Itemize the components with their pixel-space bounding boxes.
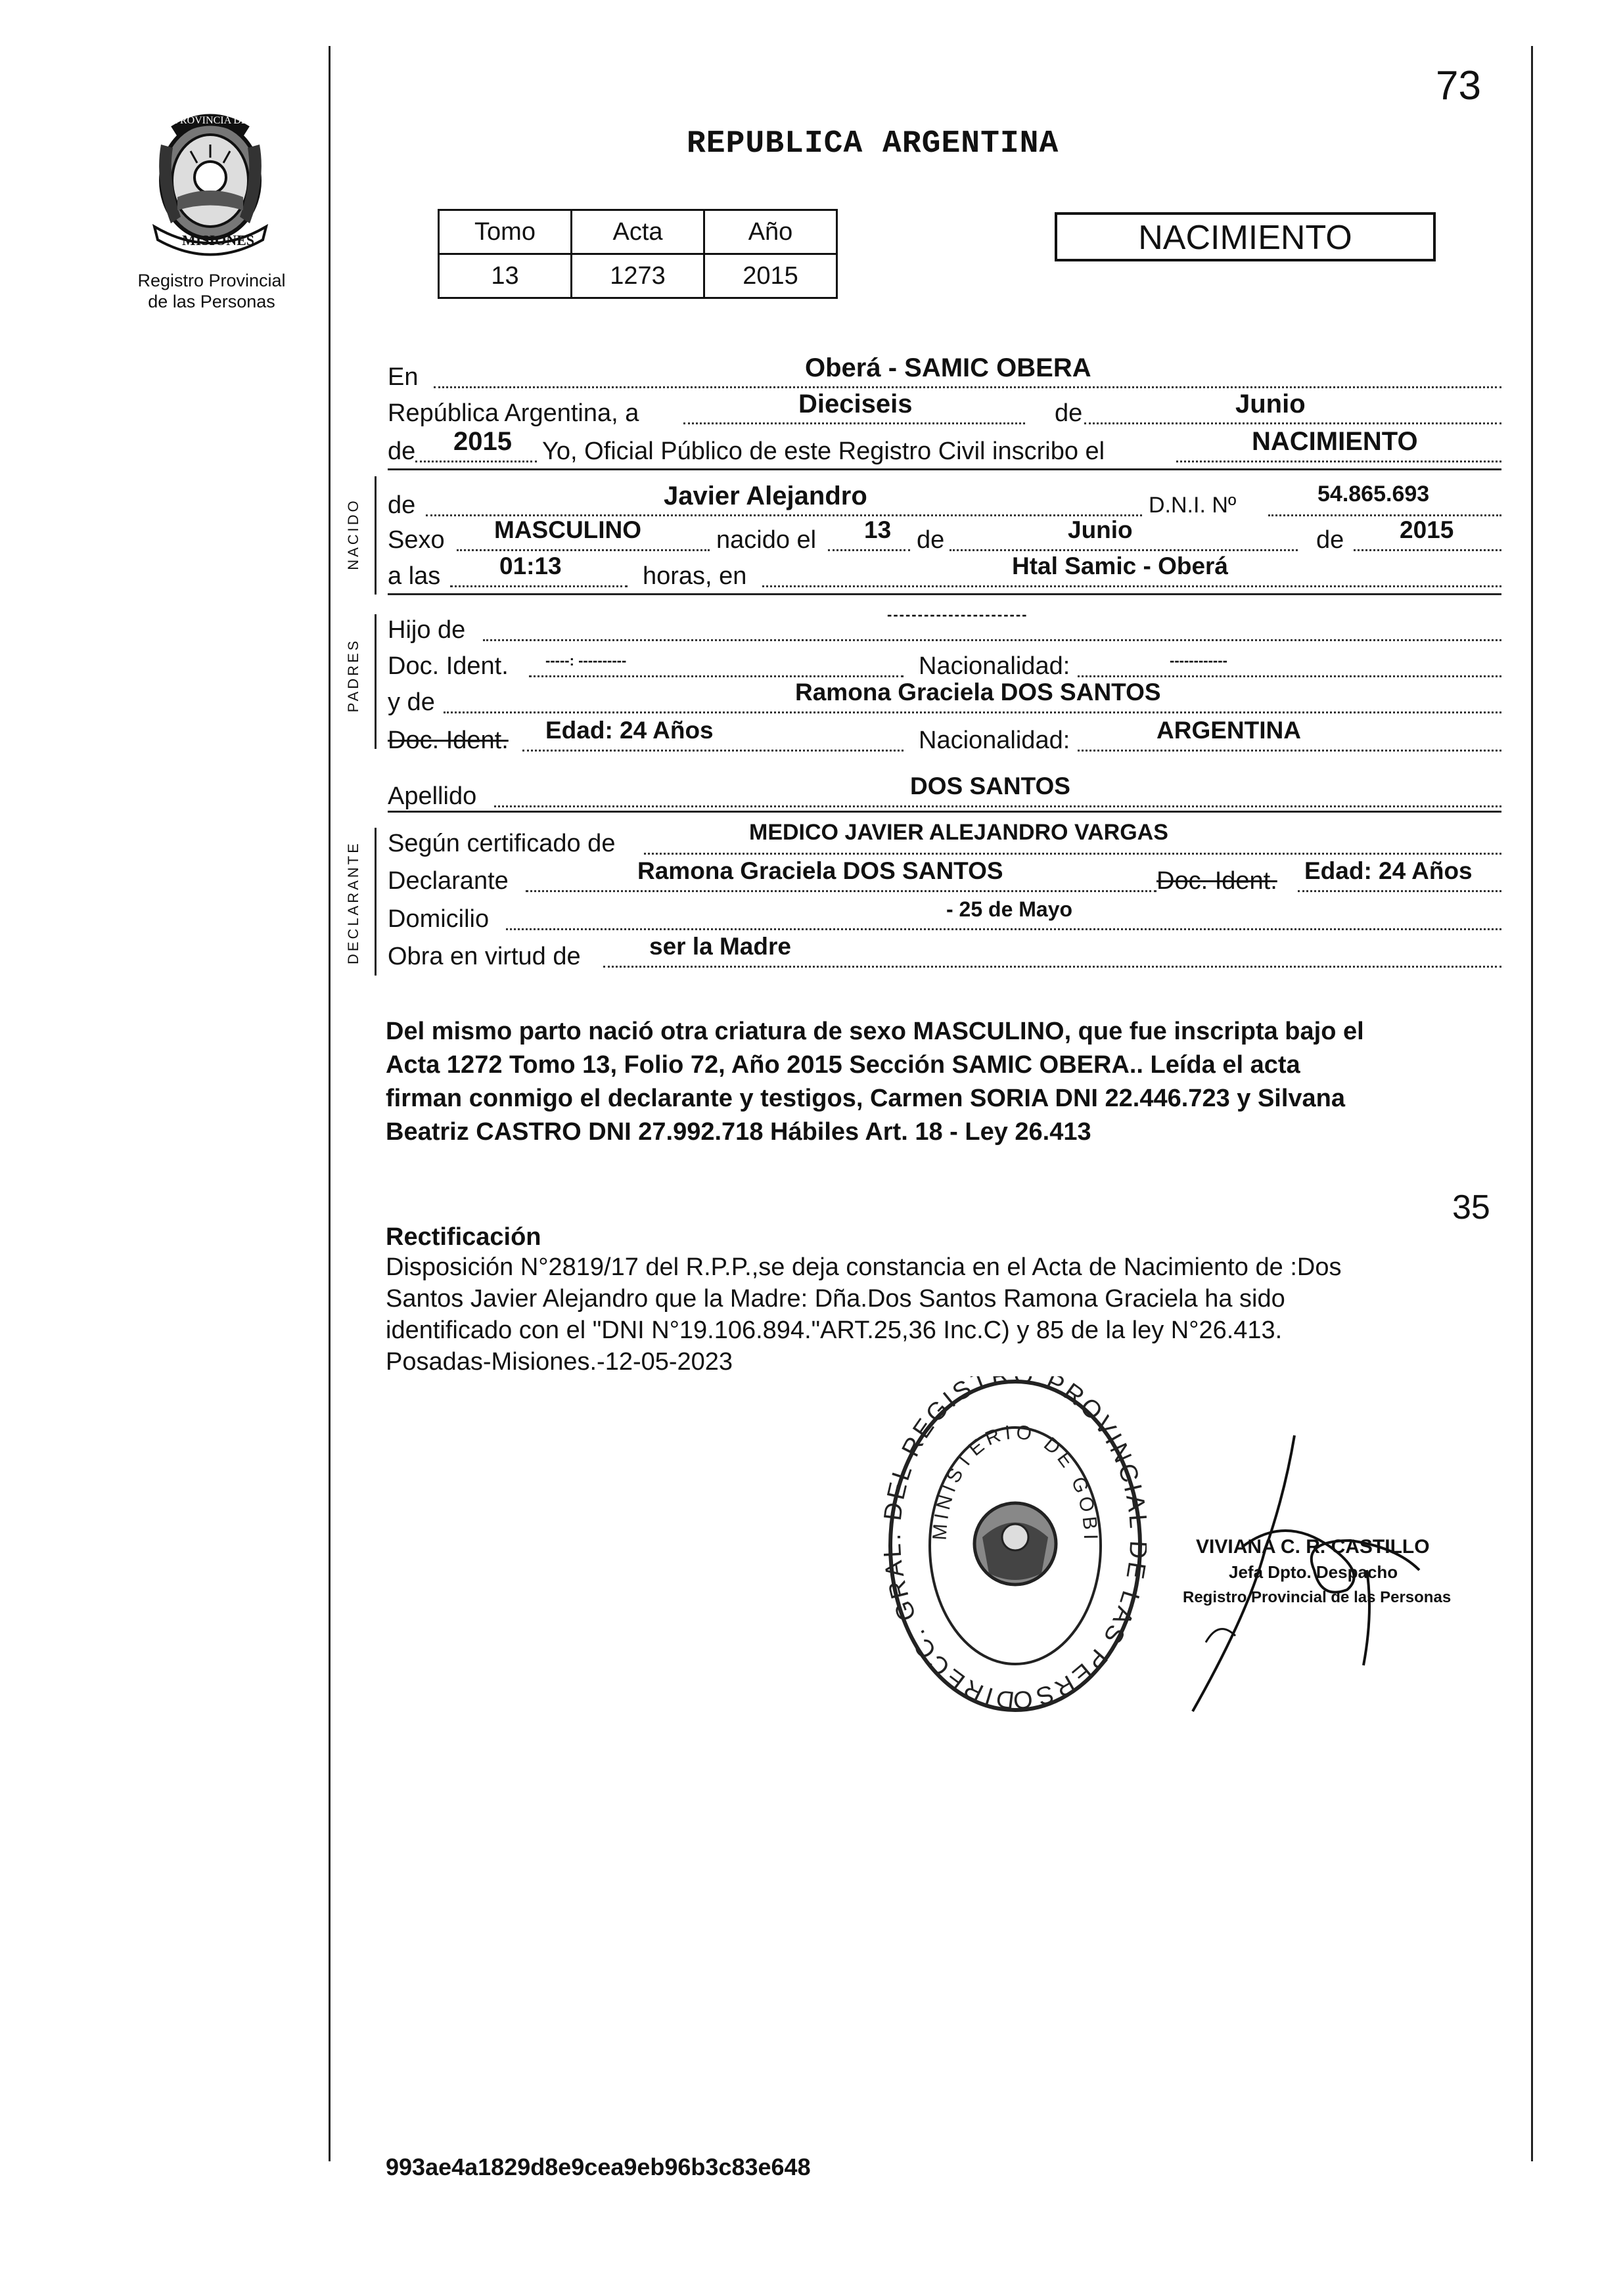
padres-bracket [375, 614, 377, 749]
year-value: 2015 [453, 427, 512, 456]
signer-title: Jefa Dpto. Despacho [1229, 1562, 1398, 1582]
padres-section-label: PADRES [345, 638, 361, 713]
doc-ident-label: Doc. Ident. [388, 652, 509, 680]
notes-line-1: Del mismo parto nació otra criatura de sexo MASCULINO, que fue inscripta bajo el [386, 1018, 1364, 1045]
registry-table [438, 209, 838, 299]
logo-arc-text: PROVINCIA DE [174, 115, 248, 126]
place-dots [762, 585, 1501, 587]
doc-ident-dots-2 [522, 750, 904, 752]
horas-label: horas, en [643, 562, 747, 590]
rectificacion-number: 35 [1452, 1188, 1490, 1227]
left-margin-line [329, 46, 331, 2161]
signer-office: Registro Provincial de las Personas [1183, 1588, 1452, 1606]
birth-place-value: Htal Samic - Oberá [1012, 552, 1229, 579]
certificado-dots [644, 853, 1501, 855]
certificate-type: NACIMIENTO [1138, 219, 1352, 257]
birth-day-value: 13 [864, 516, 892, 543]
rectificacion-line-3: identificado con el "DNI N°19.106.894."ART.25,36 Inc.C) y 85 de la ley N°26.413. [386, 1317, 1283, 1344]
declarante-value: Ramona Graciela DOS SANTOS [637, 857, 1003, 884]
signer-name: VIVIANA C. R. CASTILLO [1196, 1536, 1430, 1558]
birth-month-dots [950, 549, 1298, 551]
y-de-label: y de [388, 688, 435, 716]
declarante-dots-2 [1298, 890, 1501, 892]
table-value-tomo: 13 [439, 254, 572, 298]
page-title: REPUBLICA ARGENTINA [687, 126, 1059, 162]
de-year-label: de [388, 438, 416, 465]
declarante-bracket [375, 828, 377, 976]
father-nationality-value: ------------ [1170, 652, 1227, 669]
nacido-de-label-3: de [1316, 526, 1344, 554]
nacionalidad-label-2: Nacionalidad: [919, 727, 1070, 754]
time-dots [450, 585, 628, 587]
table-header-acta: Acta [572, 210, 704, 254]
rectificacion-title: Rectificación [386, 1223, 541, 1251]
nacionalidad-dots-2 [1078, 750, 1501, 752]
mother-name-value: Ramona Graciela DOS SANTOS [795, 679, 1161, 706]
hijo-de-label: Hijo de [388, 616, 466, 644]
dni-dots [1268, 514, 1501, 516]
misiones-logo [135, 105, 286, 269]
republica-dots-1 [683, 422, 1025, 424]
birth-time-value: 01:13 [499, 552, 562, 579]
child-name: Javier Alejandro [664, 482, 867, 510]
nacionalidad-dots [1078, 675, 1501, 677]
en-value: Oberá - SAMIC OBERA [805, 353, 1091, 382]
a-las-label: a las [388, 562, 441, 590]
document-hash: 993ae4a1829d8e9cea9eb96b3c83e648 [386, 2153, 811, 2180]
obra-en-virtud-label: Obra en virtud de [388, 943, 581, 970]
logo-caption-line2: de las Personas [148, 292, 275, 311]
inscribo-value: NACIMIENTO [1252, 427, 1418, 456]
nacido-el-label: nacido el [716, 526, 817, 554]
nacido-section-label: NACIDO [345, 498, 361, 570]
hijo-dots [483, 639, 1501, 641]
domicilio-label: Domicilio [388, 905, 490, 933]
birth-year-dots [1354, 549, 1501, 551]
year-dots [415, 461, 537, 462]
stamp-seal-icon [884, 1376, 1147, 1718]
notes-block [386, 1015, 1503, 1149]
mother-dots [444, 711, 1501, 713]
nacido-divider [388, 593, 1501, 595]
declarante-age-value: Edad: 24 Años [1304, 857, 1473, 884]
domicilio-dots [506, 928, 1501, 930]
dni-label: D.N.I. Nº [1149, 493, 1237, 518]
declarante-doc-label: Doc. Ident. [1156, 867, 1277, 895]
table-header-anio: Año [704, 210, 837, 254]
table-header-tomo: Tomo [439, 210, 572, 254]
obra-value: ser la Madre [649, 933, 791, 960]
declarante-section-label: DECLARANTE [345, 841, 361, 964]
doc-ident-label-2: Doc. Ident. [388, 727, 509, 754]
republica-dots-2 [1084, 422, 1501, 424]
mother-nationality-value: ARGENTINA [1156, 717, 1301, 744]
sexo-label: Sexo [388, 526, 445, 554]
nacionalidad-label: Nacionalidad: [919, 652, 1070, 680]
notes-line-4: Beatriz CASTRO DNI 27.992.718 Hábiles Art. 18 - Ley 26.413 [386, 1118, 1091, 1146]
apellido-divider [388, 811, 1501, 813]
father-doc-value: -----: ---------- [545, 652, 627, 669]
father-value: ----------------------- [887, 606, 1028, 623]
en-label: En [388, 363, 419, 391]
rectificacion-body [386, 1251, 1516, 1378]
certificate-type-box [1055, 212, 1436, 261]
table-value-anio: 2015 [704, 254, 837, 298]
domicilio-value: - 25 de Mayo [946, 897, 1073, 921]
birth-month-value: Junio [1068, 516, 1133, 543]
obra-dots [603, 966, 1501, 968]
table-value-acta: 1273 [572, 254, 704, 298]
intro-divider [388, 468, 1501, 470]
declarante-dots [526, 890, 1156, 892]
logo-caption-line1: Registro Provincial [137, 271, 286, 290]
apellido-dots [494, 805, 1501, 807]
nacido-de-label: de [388, 491, 416, 519]
page-number: 73 [1436, 63, 1481, 108]
rectificacion-line-2: Santos Javier Alejandro que la Madre: Dña.Dos Santos Ramona Graciela ha sido [386, 1285, 1285, 1313]
nacido-bracket [375, 476, 377, 595]
mother-age-value: Edad: 24 Años [545, 717, 714, 744]
inscribo-dots [1176, 461, 1501, 462]
certificado-value: MEDICO JAVIER ALEJANDRO VARGAS [749, 820, 1168, 845]
notes-line-2: Acta 1272 Tomo 13, Folio 72, Año 2015 Sección SAMIC OBERA.. Leída el acta [386, 1051, 1300, 1079]
sexo-dots [457, 549, 710, 551]
en-dots [434, 386, 1501, 388]
declarante-label: Declarante [388, 867, 509, 895]
month-value: Junio [1235, 390, 1306, 418]
apellido-value: DOS SANTOS [910, 773, 1070, 799]
dni-value: 54.865.693 [1317, 482, 1430, 506]
rectificacion-line-4: Posadas-Misiones.-12-05-2023 [386, 1348, 733, 1376]
segun-certificado-label: Según certificado de [388, 830, 616, 857]
official-stamp [884, 1376, 1147, 1718]
republica-label: República Argentina, a [388, 399, 639, 427]
day-value: Dieciseis [798, 390, 913, 418]
yo-text: Yo, Oficial Público de este Registro Civil inscribo el [542, 438, 1105, 465]
apellido-label: Apellido [388, 782, 477, 810]
nacido-de-label-2: de [917, 526, 945, 554]
rectificacion-line-1: Disposición N°2819/17 del R.P.P.,se deja constancia en el Acta de Nacimiento de :Dos [386, 1253, 1342, 1281]
stamp-inner-text: MINISTERIO DE GOBI [928, 1421, 1102, 1544]
sexo-value: MASCULINO [494, 516, 642, 543]
stamp-outer-text: DIRECC. GR EL REGIST PROVINCI LAS PERSO [884, 1376, 1147, 1714]
notes-line-3: firman conmigo el declarante y testigos, Carmen SORIA DNI 22.446.723 y Silvana [386, 1085, 1346, 1112]
republica-de-label: de [1055, 399, 1083, 427]
birth-year-value: 2015 [1400, 516, 1454, 543]
right-margin-line [1531, 46, 1533, 2161]
logo-bottom-text: MISIONES [182, 232, 255, 248]
doc-ident-dots [529, 675, 904, 677]
birth-day-dots [828, 549, 910, 551]
